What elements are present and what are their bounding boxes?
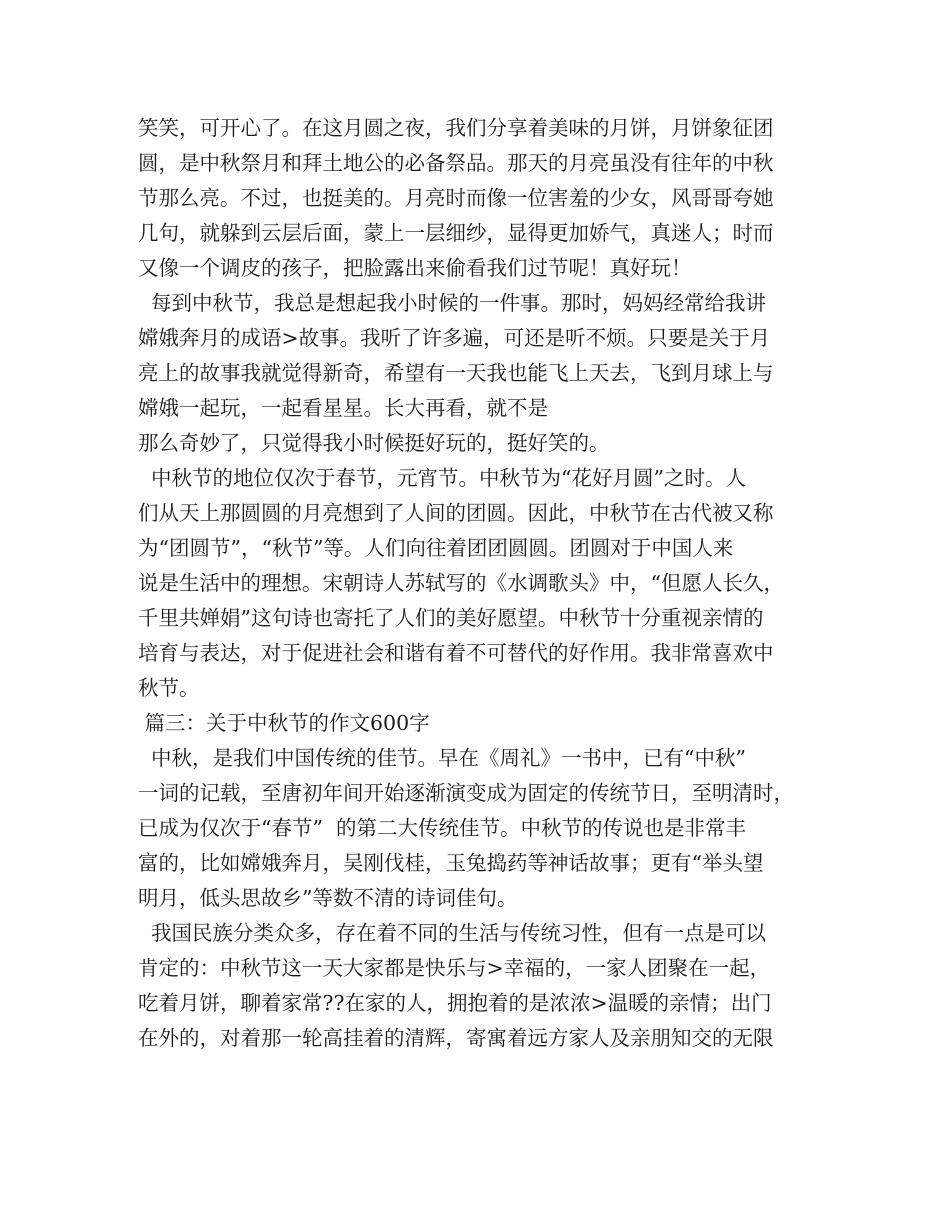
text-line: 吃着月饼，聊着家常??在家的人，拥抱着的是浓浓>温暖的亲情；出门 <box>138 991 772 1015</box>
text-line: 为“团圆节”，“秋节”等。人们向往着团团圆圆。团圆对于中国人来 <box>138 536 734 560</box>
text-line: 又像一个调皮的孩子，把脸露出来偷看我们过节呢！真好玩！ <box>138 256 692 280</box>
text-line: 肯定的：中秋节这一天大家都是快乐与>幸福的，一家人团聚在一起， <box>138 956 771 980</box>
text-line: 亮上的故事我就觉得新奇，希望有一天我也能飞上天去，飞到月球上与 <box>138 361 774 385</box>
text-line: 嫦娥一起玩，一起看星星。长大再看，就不是 <box>138 396 548 420</box>
text-line: 们从天上那圆圆的月亮想到了人间的团圆。因此，中秋节在古代被又称 <box>138 501 774 525</box>
text-line: 明月，低头思故乡”等数不清的诗词佳句。 <box>138 886 518 910</box>
text-line: 我国民族分类众多，存在着不同的生活与传统习性，但有一点是可以 <box>138 921 767 945</box>
text-line: 富的，比如嫦娥奔月，吴刚伐桂，玉兔捣药等神话故事；更有“举头望 <box>138 851 764 875</box>
text-line: 嫦娥奔月的成语>故事。我听了许多遍，可还是听不烦。只要是关于月 <box>138 326 771 350</box>
text-line: 中秋，是我们中国传统的佳节。早在《周礼》一书中，已有“中秋” <box>138 746 746 770</box>
text-line: 圆，是中秋祭月和拜土地公的必备祭品。那天的月亮虽没有往年的中秋 <box>138 151 774 175</box>
text-line: 节那么亮。不过，也挺美的。月亮时而像一位害羞的少女，风哥哥夸她 <box>138 186 774 210</box>
text-line: 中秋节的地位仅次于春节，元宵节。中秋节为“花好月圆”之时。人 <box>138 466 746 490</box>
text-line: 那么奇妙了，只觉得我小时候挺好玩的，挺好笑的。 <box>138 431 610 455</box>
text-line: 笑笑，可开心了。在这月圆之夜，我们分享着美味的月饼，月饼象征团 <box>138 116 774 140</box>
text-line: 几句，就躲到云层后面，蒙上一层细纱，显得更加娇气，真迷人；时而 <box>138 221 774 245</box>
text-line: 在外的，对着那一轮高挂着的清辉，寄寓着远方家人及亲朋知交的无限 <box>138 1026 774 1050</box>
text-line: 每到中秋节，我总是想起我小时候的一件事。那时，妈妈经常给我讲 <box>138 291 767 315</box>
section-heading: 篇三：关于中秋节的作文600字 <box>138 711 430 735</box>
text-line: 一词的记载，至唐初年间开始逐渐演变成为固定的传统节日，至明清时， <box>138 781 794 805</box>
text-line: 培育与表达，对于促进社会和谐有着不可替代的好作用。我非常喜欢中 <box>138 641 774 665</box>
text-line: 已成为仅次于“春节” 的第二大传统佳节。中秋节的传说也是非常丰 <box>138 816 746 840</box>
text-line: 说是生活中的理想。宋朝诗人苏轼写的《水调歌头》中，“但愿人长久， <box>138 571 784 595</box>
text-line: 千里共婵娟”这句诗也寄托了人们的美好愿望。中秋节十分重视亲情的 <box>138 606 764 630</box>
text-line: 秋节。 <box>138 676 200 700</box>
